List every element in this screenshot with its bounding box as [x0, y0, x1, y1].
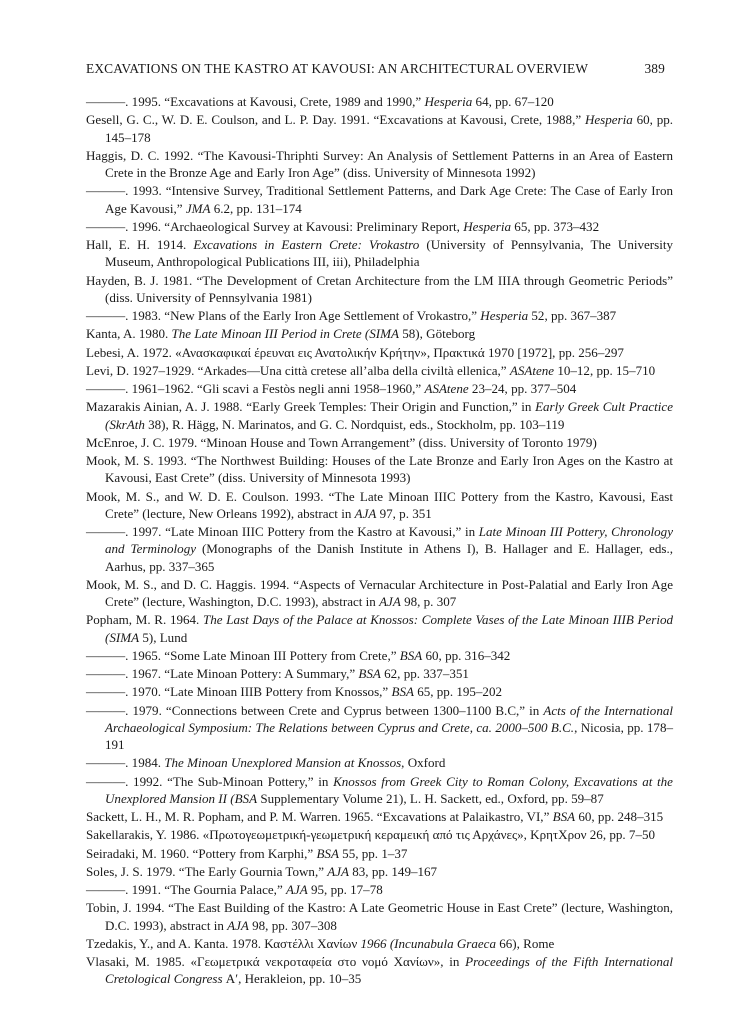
reference-italic-run: AJA	[286, 882, 308, 897]
reference-italic-run: Knossos from Greek City to Roman Colony, Excavations at the Unexplored Mansion II (BSA	[105, 773, 673, 806]
reference-text-run: Levi, D. 1927–1929. “Arkades—Una città cretese all’alba della civiltà ellenica,”	[86, 362, 510, 378]
reference-text-run: ———. 1965. “Some Late Minoan III Pottery from Crete,”	[86, 647, 400, 663]
reference-text-run: 55, pp. 1–37	[338, 845, 408, 861]
reference-entry	[86, 808, 673, 825]
reference-text-run: ———. 1991. “The Gournia Palace,”	[86, 882, 286, 897]
reference-text-run: , Nicosia, pp. 178–191	[105, 719, 673, 752]
reference-text-run: ———. 1967. “Late Minoan Pottery: A Summary,”	[86, 666, 359, 681]
reference-entry	[86, 434, 673, 451]
reference-text-run: 98, pp. 307–308	[248, 917, 337, 933]
reference-italic-run: Hesperia	[424, 94, 473, 109]
reference-text-run: 60, pp. 316–342	[422, 647, 511, 663]
reference-entry	[86, 182, 673, 217]
reference-text-run: ———. 1996. “Archaeological Survey at Kavousi: Preliminary Report,	[86, 218, 464, 234]
reference-text-run: 60, pp. 145–178	[105, 112, 673, 145]
reference-entry	[86, 325, 673, 342]
reference-text-run: 52, pp. 367–387	[528, 308, 617, 323]
reference-entry	[86, 683, 673, 700]
reference-text-run: 62, pp. 337–351	[380, 666, 469, 681]
running-head	[86, 61, 665, 77]
reference-entry	[86, 611, 673, 646]
reference-text-run: 95, pp. 17–78	[307, 882, 383, 897]
reference-text-run: ———. 1979. “Connections between Crete and Cyprus between 1300–1100 B.C,” in	[86, 702, 544, 718]
reference-text-run: 98, p. 307	[400, 594, 457, 609]
reference-entry	[86, 362, 673, 379]
reference-text-run: Mook, M. S. 1993. “The Northwest Building: Houses of the Late Bronze and Early Iron Ages on the Kastro at Kavousi, East Crete” (diss. University of Minnesota 1993)	[86, 453, 673, 486]
reference-text-run: ———. 1984.	[86, 755, 165, 771]
reference-entry	[86, 452, 673, 487]
reference-italic-run: Hesperia	[463, 218, 512, 234]
reference-entry	[86, 754, 673, 771]
reference-entry	[86, 218, 673, 235]
reference-text-run: Sakellarakis, Y. 1986. «Πρωτογεωμετρική-γεωμετρική κεραμεική από τις Αρχάνες», ΚρητΧρον 26, pp. 7–50	[86, 827, 656, 843]
reference-entry	[86, 307, 673, 324]
reference-text-run: Gesell, G. C., W. D. E. Coulson, and L. P. Day. 1991. “Excavations at Kavousi, Crete, 1988,”	[86, 112, 585, 128]
reference-text-run: Vlasaki, M. 1985. «Γεωμετρικά νεκροταφεία στο νομό Χανίων», in	[86, 954, 466, 969]
reference-text-run: Mook, M. S., and W. D. E. Coulson. 1993. “The Late Minoan IIIC Pottery from the Kastro, Kavousi, East Crete” (lecture, New Orleans 1992), abstract in	[86, 488, 673, 521]
reference-text-run: Seiradaki, M. 1960. “Pottery from Karphi,”	[86, 845, 317, 861]
reference-text-run: 38), R. Hägg, N. Marinatos, and G. C. Nordquist, eds., Stockholm, pp. 103–119	[144, 416, 565, 432]
reference-entry	[86, 899, 673, 934]
reference-text-run: Supplementary Volume 21), L. H. Sackett, ed., Oxford, pp. 59–87	[257, 790, 604, 806]
reference-list	[86, 93, 673, 989]
reference-text-run: Soles, J. S. 1979. “The Early Gournia Town,”	[86, 863, 328, 879]
reference-text-run: 10–12, pp. 15–710	[554, 362, 656, 378]
reference-text-run: Kanta, A. 1980.	[86, 326, 172, 342]
reference-entry	[86, 147, 673, 182]
reference-entry	[86, 488, 673, 523]
reference-italic-run: Excavations in Eastern Crete: Vrokastro	[193, 237, 420, 252]
reference-entry	[86, 272, 673, 307]
reference-entry	[86, 845, 673, 862]
reference-text-run: ———. 1970. “Late Minoan IIIB Pottery from Knossos,”	[86, 684, 392, 700]
reference-text-run: 97, p. 351	[376, 505, 432, 521]
reference-entry	[86, 773, 673, 808]
reference-entry	[86, 576, 673, 611]
reference-italic-run: Hesperia	[584, 112, 633, 128]
reference-text-run: 5), Lund	[139, 629, 188, 645]
reference-entry	[86, 881, 673, 898]
reference-text-run: Mook, M. S., and D. C. Haggis. 1994. “Aspects of Vernacular Architecture in Post-Palatial and Early Iron Age Crete” (lecture, Washington, D.C. 1993), abstract in	[86, 576, 673, 609]
reference-entry	[86, 826, 673, 843]
reference-text-run: ———. 1993. “Intensive Survey, Traditional Settlement Patterns, and Dark Age Crete: The Case of Early Iron Age Kavousi,”	[86, 183, 673, 216]
reference-entry	[86, 93, 673, 110]
reference-text-run: (Monographs of the Danish Institute in Athens I), B. Hallager and E. Hallager, eds., Aarhus, pp. 337–365	[105, 541, 673, 574]
reference-text-run: , Oxford	[401, 755, 446, 771]
reference-italic-run: BSA	[399, 647, 423, 663]
reference-italic-run: The Late Minoan III Period in Crete (SIMA	[171, 326, 399, 342]
reference-italic-run: BSA	[552, 809, 576, 824]
reference-italic-run: The Minoan Unexplored Mansion at Knossos	[164, 755, 402, 771]
running-head-title: EXCAVATIONS ON THE KASTRO AT KAVOUSI: AN ARCHITECTURAL OVERVIEW	[86, 61, 589, 76]
reference-text-run: 6.2, pp. 131–174	[210, 200, 302, 216]
reference-entry	[86, 523, 673, 575]
reference-italic-run: JMA	[185, 200, 211, 216]
reference-entry	[86, 665, 673, 682]
page-number: 389	[644, 61, 665, 76]
reference-italic-run: BSA	[316, 845, 339, 861]
reference-text-run: Popham, M. R. 1964.	[86, 612, 203, 628]
reference-entry	[86, 111, 673, 146]
reference-text-run: Sackett, L. H., M. R. Popham, and P. M. Warren. 1965. “Excavations at Palaikastro, VI,”	[86, 809, 553, 824]
reference-text-run: Tobin, J. 1994. “The East Building of the Kastro: A Late Geometric House in East Crete” (lecture, Washington, D.C. 1993), abstract in	[86, 900, 673, 933]
reference-text-run: McEnroe, J. C. 1979. “Minoan House and Town Arrangement” (diss. University of Toronto 1979)	[86, 434, 597, 450]
reference-text-run: 58), Göteborg	[398, 326, 476, 342]
reference-italic-run: AJA	[354, 505, 377, 521]
reference-text-run: 65, pp. 373–432	[511, 218, 600, 234]
reference-text-run: Tzedakis, Y., and A. Kanta. 1978. Καστέλλι Χανίων	[86, 935, 361, 951]
reference-entry	[86, 344, 673, 361]
reference-entry	[86, 863, 673, 880]
reference-text-run: Haggis, D. C. 1992. “The Kavousi-Thriphti Survey: An Analysis of Settlement Patterns in an Area of Eastern Crete in the Bronze Age and Early Iron Age” (diss. University of Minnesota 1992)	[86, 147, 673, 180]
reference-text-run: 66), Rome	[496, 935, 555, 951]
reference-text-run: 60, pp. 248–315	[575, 809, 664, 824]
reference-entry	[86, 953, 673, 988]
reference-text-run: ———. 1995. “Excavations at Kavousi, Crete, 1989 and 1990,”	[86, 94, 425, 109]
reference-text-run: (University of Pennsylvania, The University Museum, Anthropological Publications III, iii), Philadelphia	[105, 237, 673, 270]
reference-italic-run: Early Greek Cult Practice (SkrAth	[105, 399, 673, 432]
reference-entry	[86, 935, 673, 952]
reference-italic-run: Hesperia	[480, 308, 529, 323]
reference-entry	[86, 398, 673, 433]
reference-italic-run: Proceedings of the Fifth International Cretological Congress	[105, 954, 673, 987]
reference-italic-run: ASAtene	[509, 362, 555, 378]
reference-italic-run: Acts of the International Archaeological Symposium: The Relations between Cyprus and Crete, ca. 2000–500 B.C.	[105, 702, 673, 735]
reference-text-run: ———. 1983. “New Plans of the Early Iron Age Settlement of Vrokastro,”	[86, 308, 481, 323]
reference-text-run: Lebesi, A. 1972. «Ανασκαφικαί έρευναι εις Ανατολικήν Κρήτην», Πρακτικά 1970 [1972], pp. 256–297	[86, 344, 624, 360]
reference-text-run: Hayden, B. J. 1981. “The Development of Cretan Architecture from the LM IIIA through Geometric Periods” (diss. University of Pennsylvania 1981)	[86, 272, 673, 305]
reference-text-run: Mazarakis Ainian, A. J. 1988. “Early Greek Temples: Their Origin and Function,” in	[86, 399, 536, 415]
reference-text-run: 64, pp. 67–120	[472, 94, 554, 109]
reference-italic-run: AJA	[227, 917, 249, 933]
reference-entry	[86, 702, 673, 754]
reference-text-run: ———. 1992. “The Sub-Minoan Pottery,” in	[86, 773, 334, 789]
reference-italic-run: BSA	[391, 684, 414, 700]
reference-text-run: Α′, Herakleion, pp. 10–35	[222, 971, 362, 987]
reference-italic-run: AJA	[327, 863, 349, 879]
reference-italic-run: Late Minoan III Pottery, Chronology and Terminology	[105, 524, 673, 557]
reference-text-run: 65, pp. 195–202	[413, 684, 503, 700]
reference-italic-run: BSA	[358, 666, 381, 681]
reference-text-run: ———. 1997. “Late Minoan IIIC Pottery from the Kastro at Kavousi,” in	[86, 524, 479, 539]
reference-italic-run: AJA	[379, 594, 401, 609]
reference-text-run: Hall, E. H. 1914.	[86, 237, 194, 252]
reference-text-run: 83, pp. 149–167	[349, 863, 438, 879]
reference-italic-run: 1966 (Incunabula Graeca	[360, 935, 496, 951]
reference-italic-run: ASAtene	[424, 381, 469, 396]
reference-entry	[86, 647, 673, 664]
reference-text-run: 23–24, pp. 377–504	[468, 381, 577, 396]
reference-entry	[86, 236, 673, 271]
reference-entry	[86, 380, 673, 397]
reference-text-run: ———. 1961–1962. “Gli scavi a Festòs negli anni 1958–1960,”	[86, 381, 425, 396]
reference-italic-run: The Last Days of the Palace at Knossos: Complete Vases of the Late Minoan IIIB Period (SIMA	[105, 612, 673, 645]
